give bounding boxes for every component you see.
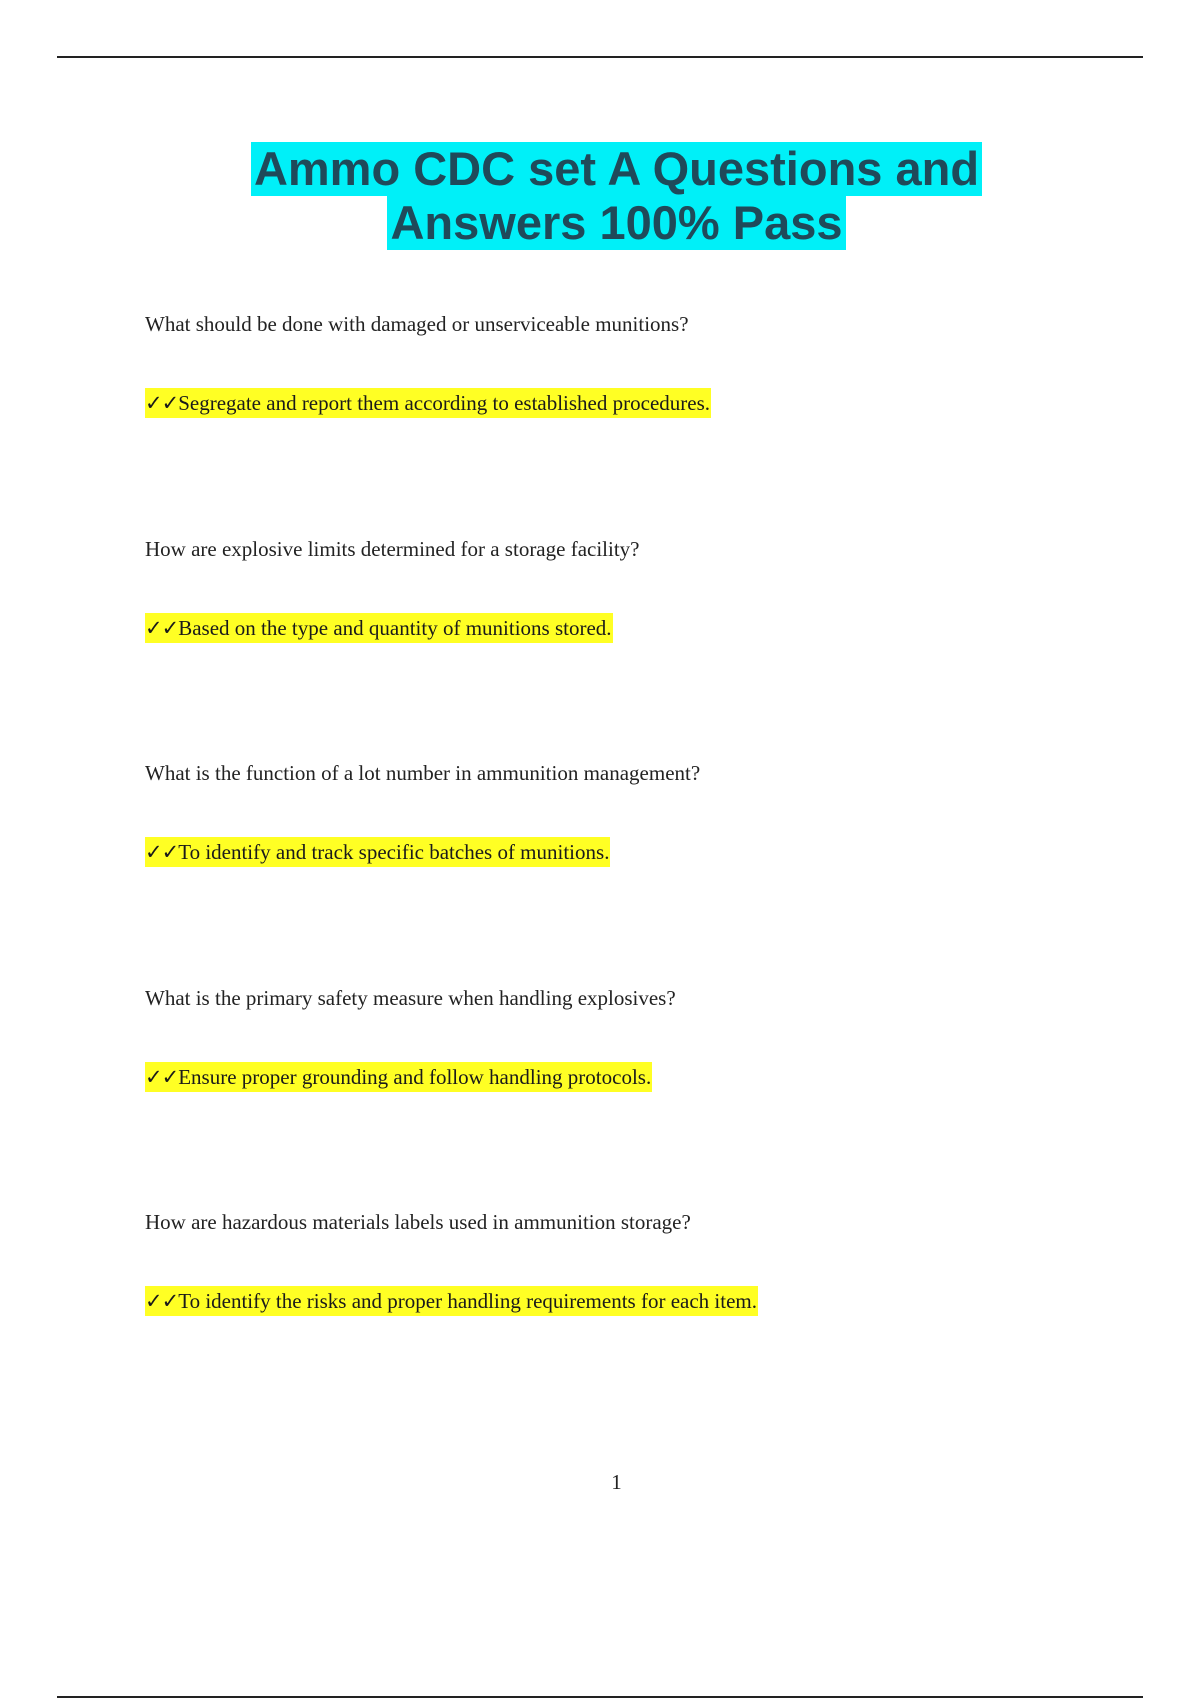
answer-label: Ensure proper grounding and follow handling protocols.	[178, 1065, 652, 1089]
double-check-icon: ✓✓	[145, 1289, 179, 1313]
qa-item	[145, 1209, 1145, 1316]
qa-item	[145, 536, 1145, 643]
answer-label: To identify and track specific batches of munitions.	[178, 840, 610, 864]
page-number: 1	[611, 1470, 622, 1494]
double-check-icon: ✓✓	[145, 1065, 179, 1089]
bottom-divider	[57, 1696, 1143, 1698]
title-line-2: Answers 100% Pass	[387, 196, 845, 250]
qa-item	[145, 760, 1145, 867]
answer-label: To identify the risks and proper handling requirements for each item.	[178, 1289, 757, 1313]
question-text: What should be done with damaged or unserviceable munitions?	[145, 312, 689, 336]
answer-text	[145, 1062, 652, 1092]
answer-label: Segregate and report them according to established procedures.	[178, 391, 711, 415]
answer-text	[145, 388, 711, 418]
question-text: What is the function of a lot number in ammunition management?	[145, 761, 701, 785]
question-text: How are hazardous materials labels used in ammunition storage?	[145, 1210, 691, 1234]
qa-item	[145, 311, 1145, 418]
double-check-icon: ✓✓	[145, 840, 179, 864]
top-divider	[57, 56, 1143, 58]
document-title	[0, 142, 1200, 250]
answer-text	[145, 1286, 758, 1316]
question-text: How are explosive limits determined for a storage facility?	[145, 537, 640, 561]
qa-item	[145, 985, 1145, 1092]
answer-text	[145, 837, 610, 867]
answer-text	[145, 613, 613, 643]
title-line-1: Ammo CDC set A Questions and	[251, 142, 982, 196]
answer-label: Based on the type and quantity of munitions stored.	[178, 616, 612, 640]
double-check-icon: ✓✓	[145, 391, 179, 415]
double-check-icon: ✓✓	[145, 616, 179, 640]
question-text: What is the primary safety measure when handling explosives?	[145, 986, 676, 1010]
